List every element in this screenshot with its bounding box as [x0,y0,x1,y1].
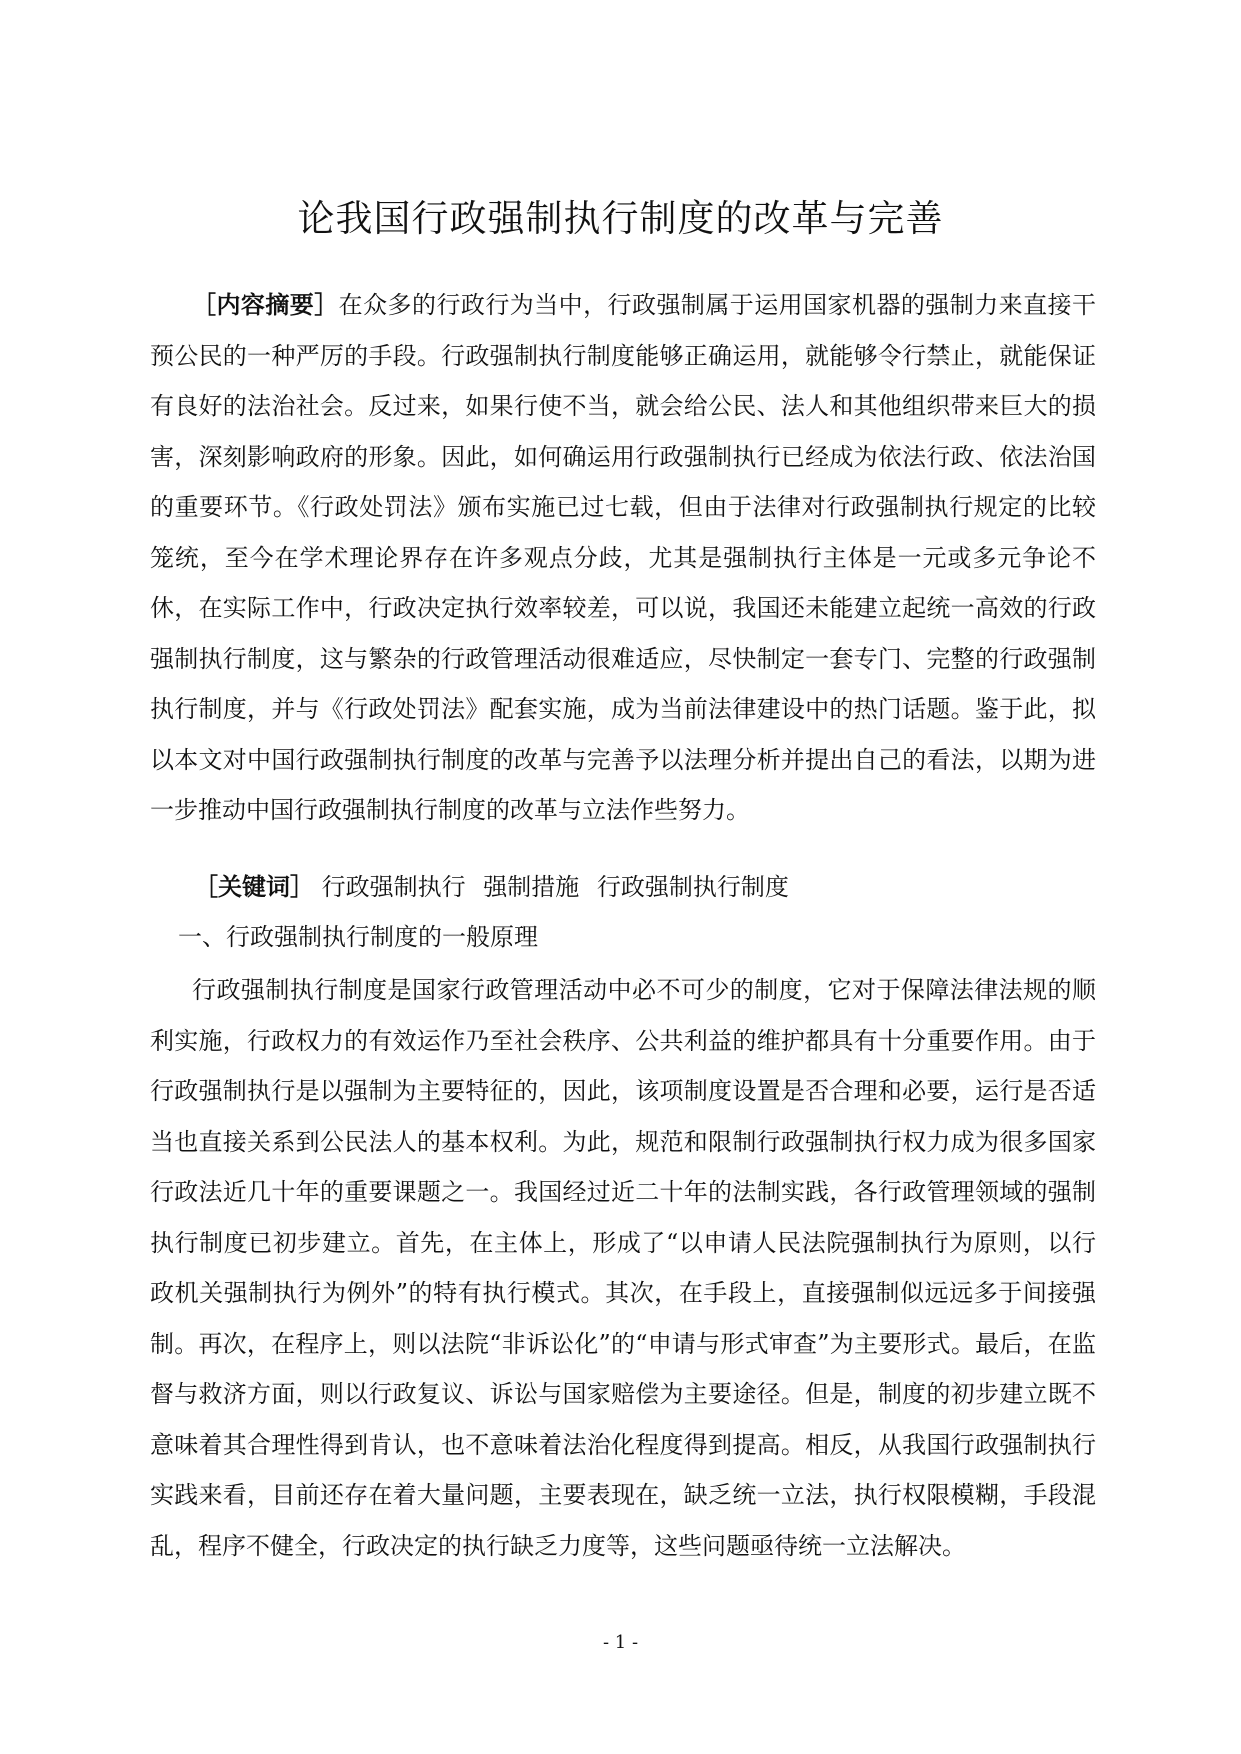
section-heading: 一、行政强制执行制度的一般原理 [178,923,538,951]
keywords-line [194,864,799,910]
abstract-label: ［内容摘要］ [192,290,339,319]
page-number: - 1 - [602,1632,639,1653]
keywords-label: ［关键词］ [194,872,314,901]
keyword-item: 强制措施 [483,873,580,901]
body-paragraph: 行政强制执行制度是国家行政管理活动中必不可少的制度，它对于保障法律法规的顺利实施，行政权力的有效运作乃至社会秩序、公共利益的维护都具有十分重要作用。由于行政强制执行是以强制为主要特征的，因此，该项制度设置是否合理和必要，运行是否适当也直接关系到公民法人的基本权利。为此，规范和限制行政强制执行权力成为很多国家行政法近几十年的重要课题之一。我国经过近二十年的法制实践，各行政管理领域的强制执行制度已初步建立。首先，在主体上，形成了“以申请人民法院强制执行为原则，以行政机关强制执行为例外”的特有执行模式。其次，在手段上，直接强制似远远多于间接强制。再次，在程序上，则以法院“非诉讼化”的“申请与形式审查”为主要形式。最后，在监督与救济方面，则以行政复议、诉讼与国家赔偿为主要途径。但是，制度的初步建立既不意味着其合理性得到肯认，也不意味着法治化程度得到提高。相反，从我国行政强制执行实践来看，目前还存在着大量问题，主要表现在，缺乏统一立法，执行权限模糊，手段混乱，程序不健全，行政决定的执行缺乏力度等，这些问题亟待统一立法解决。 [150,976,1096,1560]
document-title: 论我国行政强制执行制度的改革与完善 [297,197,944,240]
keyword-item: 行政强制执行制度 [596,873,789,901]
keyword-item: 行政强制执行 [321,873,466,901]
abstract-paragraph [150,280,1096,836]
abstract-text: 在众多的行政行为当中，行政强制属于运用国家机器的强制力来直接干预公民的一种严厉的手段。行政强制执行制度能够正确运用，就能够令行禁止，就能保证有良好的法治社会。反过来，如果行使不当，就会给公民、法人和其他组织带来巨大的损害，深刻影响政府的形象。因此，如何确运用行政强制执行已经成为依法行政、依法治国的重要环节。《行政处罚法》颁布实施已过七载，但由于法律对行政强制执行规定的比较笼统，至今在学术理论界存在许多观点分歧，尤其是强制执行主体是一元或多元争论不休，在实际工作中，行政决定执行效率较差，可以说，我国还未能建立起统一高效的行政强制执行制度，这与繁杂的行政管理活动很难适应，尽快制定一套专门、完整的行政强制执行制度，并与《行政处罚法》配套实施，成为当前法律建设中的热门话题。鉴于此，拟以本文对中国行政强制执行制度的改革与完善予以法理分析并提出自己的看法，以期为进一步推动中国行政强制执行制度的改革与立法作些努力。 [150,291,1097,824]
